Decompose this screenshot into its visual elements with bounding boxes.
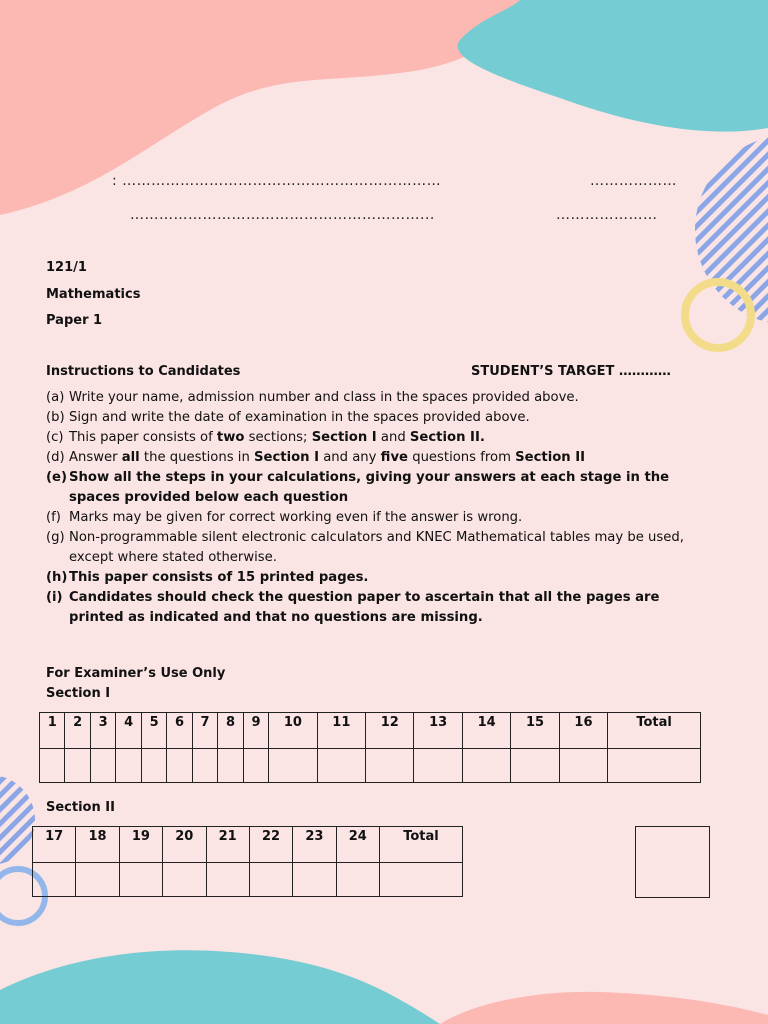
score-cell[interactable] [243, 749, 268, 783]
admission-line: ……………… [590, 173, 677, 189]
score-cell[interactable] [317, 749, 365, 783]
instruction-item [46, 468, 706, 508]
instructions-list [46, 388, 706, 628]
score-cell[interactable] [336, 863, 379, 897]
score-cell[interactable] [559, 749, 607, 783]
item-text: This paper consists of 15 printed pages. [69, 570, 369, 585]
instruction-item [46, 448, 706, 468]
students-target: STUDENT’S TARGET ………… [471, 364, 671, 379]
instruction-item [46, 508, 706, 528]
table-header-row [33, 827, 463, 863]
examiner-heading: For Examiner’s Use Only [46, 666, 226, 681]
question-number-cell: 2 [65, 713, 90, 749]
question-number-cell: 9 [243, 713, 268, 749]
item-text: Answer all the questions in Section I and any five questions from Section II [69, 450, 586, 465]
total-score-cell[interactable] [380, 863, 463, 897]
score-cell[interactable] [366, 749, 414, 783]
question-number-cell: 4 [116, 713, 141, 749]
question-number-cell: 15 [511, 713, 559, 749]
score-cell[interactable] [116, 749, 141, 783]
score-cell[interactable] [293, 863, 336, 897]
question-number-cell: 10 [269, 713, 317, 749]
item-text: Marks may be given for correct working even if the answer is wrong. [69, 510, 523, 525]
item-text: This paper consists of two sections; Section I and Section II. [69, 430, 485, 445]
question-number-cell: 11 [317, 713, 365, 749]
table-header-row [40, 713, 701, 749]
instruction-item [46, 428, 706, 448]
score-cell[interactable] [163, 863, 206, 897]
section-one-score-table [39, 712, 701, 783]
score-cell[interactable] [167, 749, 192, 783]
item-text: Candidates should check the question paper to ascertain that all the pages are printed as indicated and that no questions are missing. [69, 590, 660, 625]
item-label: (i) [46, 590, 63, 605]
instruction-item [46, 528, 706, 568]
item-label: (h) [46, 570, 68, 585]
score-cell[interactable] [76, 863, 119, 897]
instruction-item [46, 568, 706, 588]
question-number-cell: 23 [293, 827, 336, 863]
paper-number: Paper 1 [46, 313, 103, 328]
question-number-cell: 24 [336, 827, 379, 863]
instruction-item [46, 588, 706, 628]
question-number-cell: 16 [559, 713, 607, 749]
item-text: Sign and write the date of examination in the spaces provided above. [69, 410, 530, 425]
section-two-score-table [32, 826, 463, 897]
subject-title: Mathematics [46, 287, 141, 302]
item-label: (e) [46, 470, 67, 485]
question-number-cell: 12 [366, 713, 414, 749]
question-number-cell: 14 [462, 713, 510, 749]
total-header-cell: Total [608, 713, 701, 749]
instructions-heading: Instructions to Candidates [46, 364, 241, 379]
question-number-cell: 6 [167, 713, 192, 749]
instruction-item [46, 408, 706, 428]
score-cell[interactable] [414, 749, 462, 783]
question-number-cell: 21 [206, 827, 249, 863]
item-text: Non-programmable silent electronic calculators and KNEC Mathematical tables may be used, except where stated otherwise. [69, 530, 684, 565]
item-label: (d) [46, 450, 65, 465]
score-cell[interactable] [40, 749, 65, 783]
question-number-cell: 22 [249, 827, 292, 863]
question-number-cell: 5 [141, 713, 166, 749]
grand-total-box[interactable] [635, 826, 710, 898]
total-header-cell: Total [380, 827, 463, 863]
score-cell[interactable] [269, 749, 317, 783]
score-cell[interactable] [33, 863, 76, 897]
item-label: (g) [46, 530, 65, 545]
score-row [33, 863, 463, 897]
instruction-item [46, 388, 706, 408]
score-cell[interactable] [192, 749, 217, 783]
item-label: (c) [46, 430, 64, 445]
paper-code: 121/1 [46, 260, 87, 275]
question-number-cell: 1 [40, 713, 65, 749]
score-cell[interactable] [119, 863, 162, 897]
question-number-cell: 3 [90, 713, 115, 749]
score-cell[interactable] [206, 863, 249, 897]
score-cell[interactable] [511, 749, 559, 783]
question-number-cell: 19 [119, 827, 162, 863]
score-cell[interactable] [141, 749, 166, 783]
score-cell[interactable] [65, 749, 90, 783]
question-number-cell: 7 [192, 713, 217, 749]
section-one-label: Section I [46, 686, 111, 701]
item-label: (b) [46, 410, 65, 425]
item-label: (f) [46, 510, 61, 525]
total-score-cell[interactable] [608, 749, 701, 783]
item-text: Write your name, admission number and class in the spaces provided above. [69, 390, 579, 405]
item-text: Show all the steps in your calculations, giving your answers at each stage in the spaces provided below each question [69, 470, 670, 505]
question-number-cell: 18 [76, 827, 119, 863]
date-line: ………………… [556, 207, 658, 223]
name-line: : ………………………………………………………… [112, 173, 442, 189]
question-number-cell: 13 [414, 713, 462, 749]
score-cell[interactable] [218, 749, 243, 783]
score-row [40, 749, 701, 783]
score-cell[interactable] [90, 749, 115, 783]
question-number-cell: 20 [163, 827, 206, 863]
section-two-label: Section II [46, 800, 115, 815]
question-number-cell: 8 [218, 713, 243, 749]
signature-line: ……………………………………………………... [130, 207, 435, 223]
score-cell[interactable] [249, 863, 292, 897]
item-label: (a) [46, 390, 65, 405]
score-cell[interactable] [462, 749, 510, 783]
question-number-cell: 17 [33, 827, 76, 863]
